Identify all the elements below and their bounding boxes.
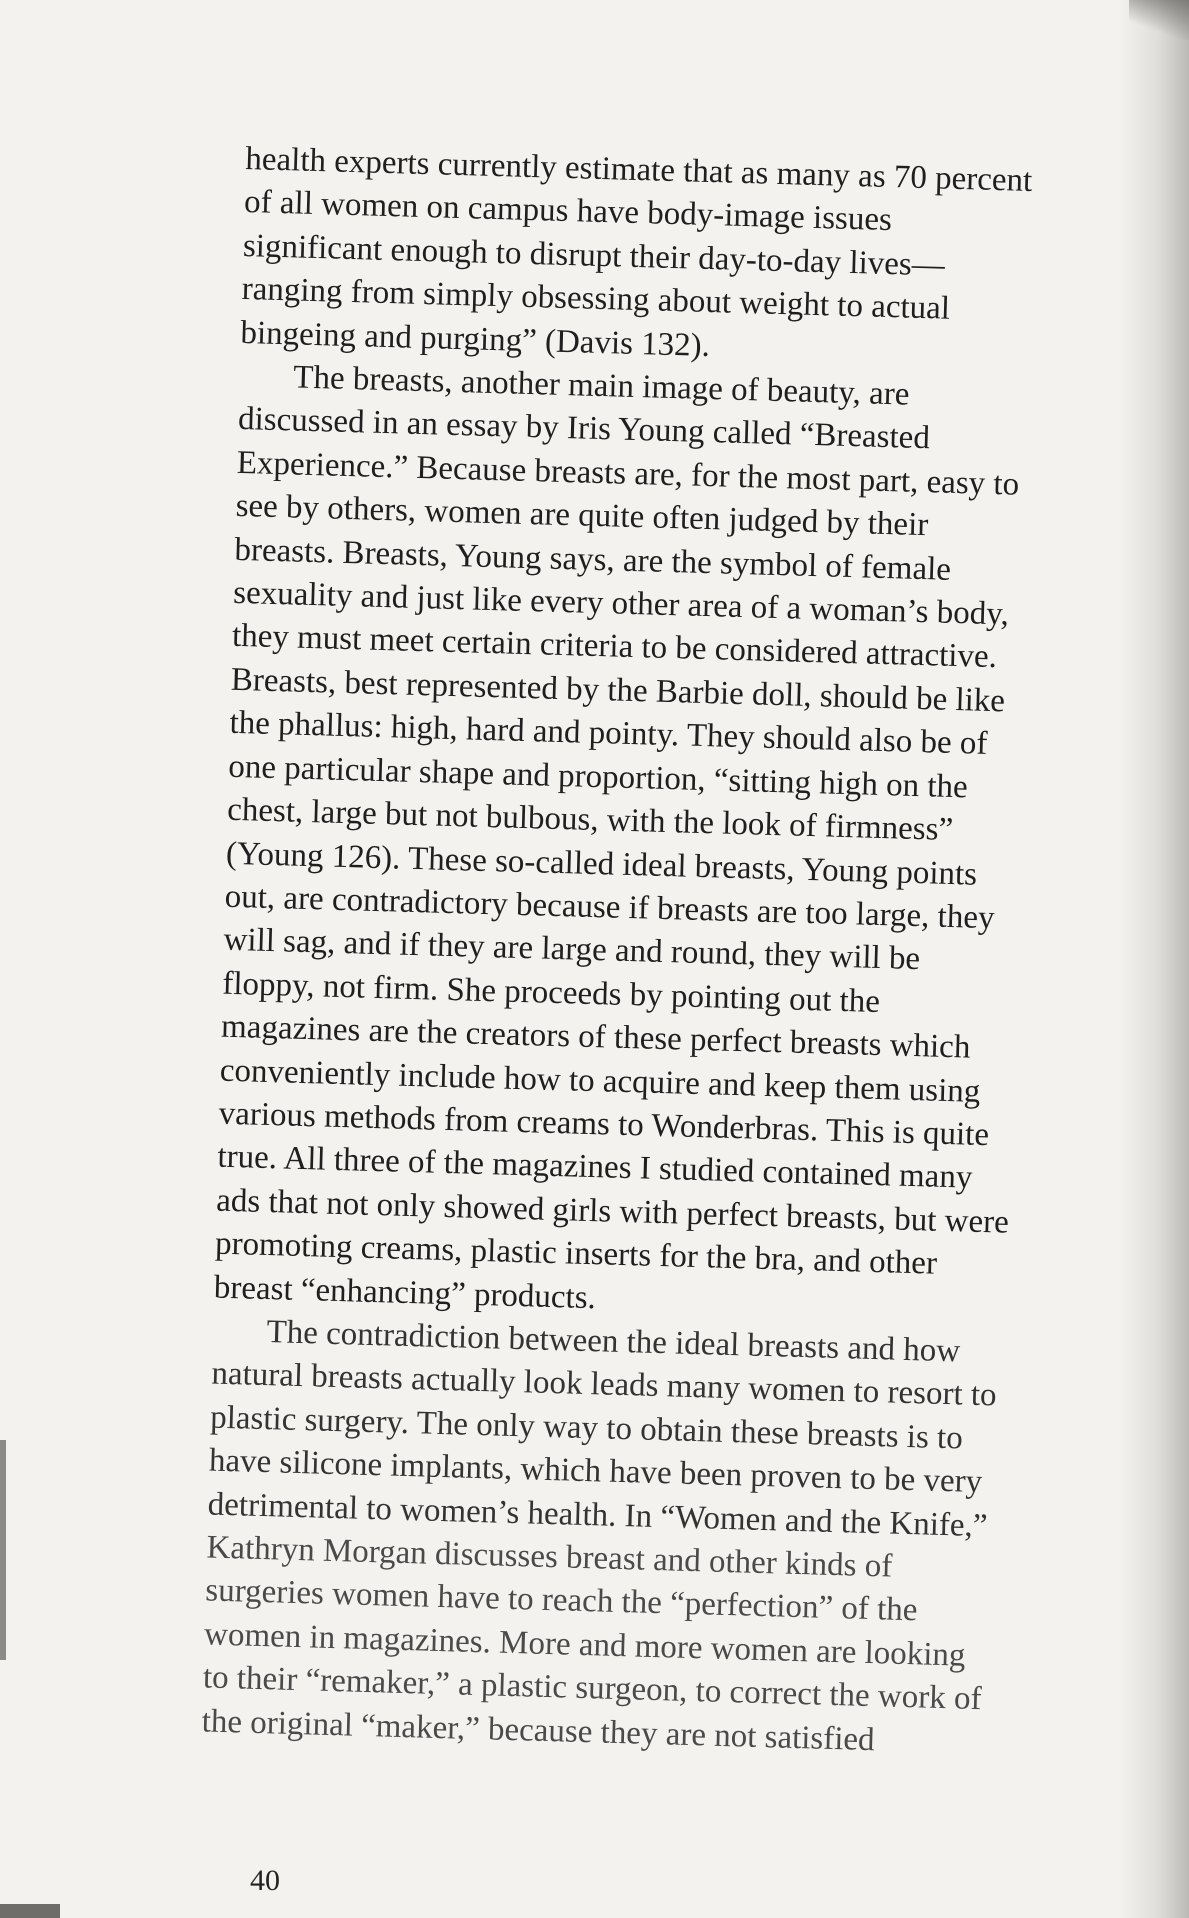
body-text — [201, 138, 1125, 1768]
page-bottom-edge — [0, 1904, 60, 1918]
page-number: 40 — [250, 1864, 280, 1897]
paragraph-2: The breasts, another main image of beauty, are discussed in an essay by Iris Young called “Breasted Experience.” Because breasts are, for the most part, easy to see by others, women are quite often judged by their breasts. Breasts, Young says, are the symbol of female sexuality and just like every other area of a woman’s body, they must meet certain criteria to be considered attractive. Breasts, best represented by the Barbie doll, should be like the phallus: high, hard and pointy. They should also be of one particular shape and proportion, “sitting high on the chest, large but not bulbous, with the look of firmness” (Young 126). These so-called ideal breasts, Young points out, are contradictory because if breasts are too large, they will sag, and if they are large and round, they will be floppy, not firm. She proceeds by pointing out the magazines are the creators of these perfect breasts which conveniently include how to acquire and keep them using various methods from creams to Wonderbras. This is quite true. All three of the magazines I studied contained many ads that not only showed girls with perfect breasts, but were promoting creams, plastic inserts for the bra, and other breast “enhancing” products. — [213, 359, 1020, 1316]
page-edge-shadow — [1119, 0, 1189, 1918]
page-corner-shadow — [1129, 0, 1189, 40]
paragraph-3-start: The contradiction between the ideal breasts and how natural breasts actually look leads many women to resort to plastic surgery. The only way to obtain these breasts is to have silicone implants, which have been proven to be very detrimental to women’s health. In “Women and the Knife,” — [207, 1314, 998, 1544]
page-left-edge — [0, 1440, 6, 1660]
paragraph-3-end: Kathryn Morgan discusses breast and other kinds of surgeries women have to reach the “perfection” of the women in magazines. More and more women are looking to their “remaker,” a plastic surgeon, to correct the work of the original “maker,” because they are not satisfied — [201, 1529, 982, 1758]
paragraph-1: health experts currently estimate that as many as 70 percent of all women on campus have body-image issues significant enough to disrupt their day-to-day lives— ranging from simply obsessing about weight to actual bingeing and purging” (Davis 132). — [240, 140, 1033, 364]
